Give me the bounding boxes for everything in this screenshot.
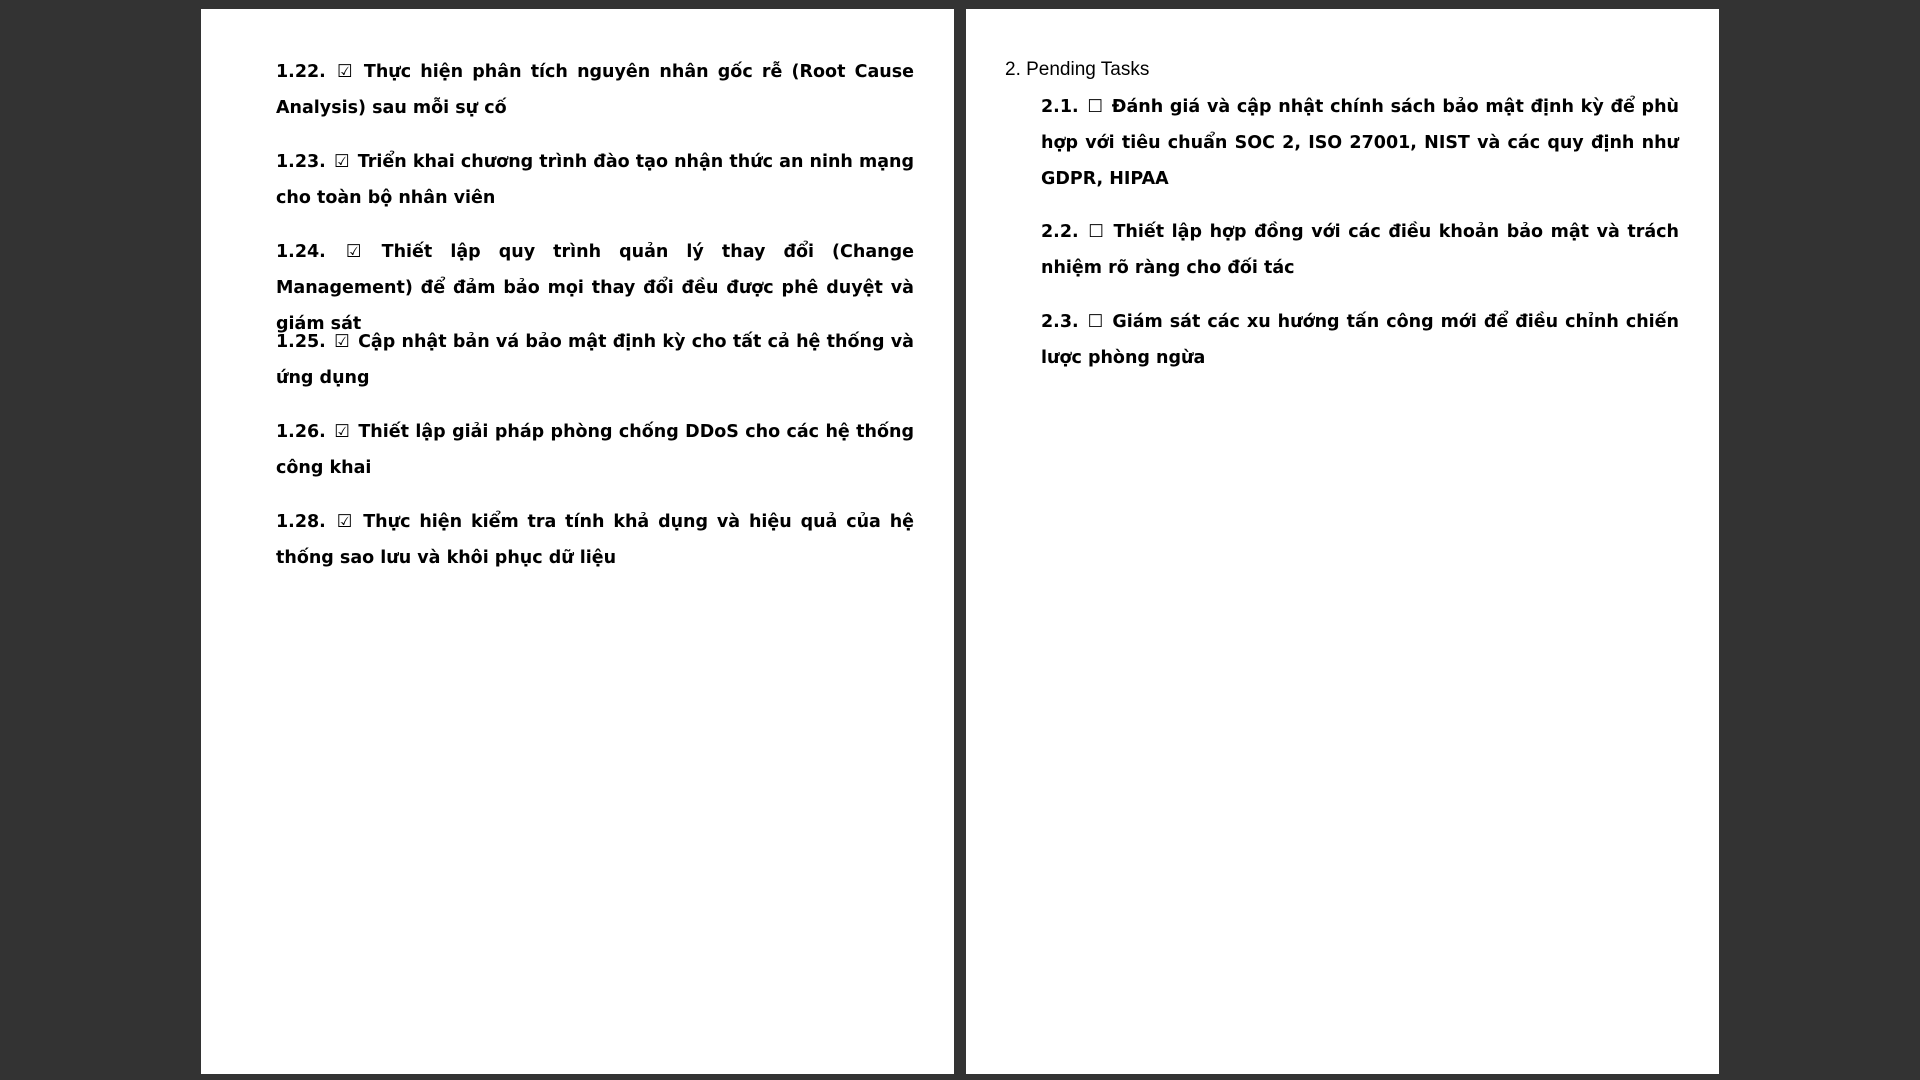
checked-box-icon: ☑ [334,422,350,442]
task-number: 1.22. [276,62,326,82]
section-heading: 2. Pending Tasks [1005,59,1150,80]
checked-box-icon: ☑ [337,62,353,82]
task-text: Cập nhật bản vá bảo mật định kỳ cho tất cả hệ thống và ứng dụng [276,332,914,388]
task-number: 2.3. [1041,312,1079,332]
unchecked-box-icon: ☐ [1087,97,1104,117]
task-text: Thực hiện kiểm tra tính khả dụng và hiệu quả của hệ thống sao lưu và khôi phục dữ liệu [276,512,915,568]
task-item [276,144,914,216]
document-page-left [201,9,954,1074]
task-text: Đánh giá và cập nhật chính sách bảo mật định kỳ để phù hợp với tiêu chuẩn SOC 2, ISO 27001, NIST và các quy định như GDPR, HIPAA [1041,97,1679,189]
task-number: 1.26. [276,422,326,442]
document-page-right [966,9,1719,1074]
task-text: Thiết lập quy trình quản lý thay đổi (Change Management) để đảm bảo mọi thay đổi đều được phê duyệt và giám sát [276,242,915,334]
task-text: Thiết lập giải pháp phòng chống DDoS cho các hệ thống công khai [276,422,915,478]
task-item [276,54,914,126]
task-number: 2.1. [1041,97,1079,117]
unchecked-box-icon: ☐ [1088,222,1104,242]
task-text: Thực hiện phân tích nguyên nhân gốc rễ (Root Cause Analysis) sau mỗi sự cố [276,62,915,118]
task-number: 2.2. [1041,222,1079,242]
task-item [1041,89,1679,197]
checked-box-icon: ☑ [333,152,350,172]
task-item [276,324,914,396]
checked-box-icon: ☑ [336,512,353,532]
task-item [1041,304,1679,376]
task-text: Giám sát các xu hướng tấn công mới để điều chỉnh chiến lược phòng ngừa [1041,312,1679,368]
checked-box-icon: ☑ [345,242,362,262]
task-item [1041,214,1679,286]
task-number: 1.23. [276,152,326,172]
task-item [276,414,914,486]
task-number: 1.25. [276,332,326,352]
unchecked-box-icon: ☐ [1087,312,1104,332]
checked-box-icon: ☑ [334,332,350,352]
task-item [276,504,914,576]
task-number: 1.24. [276,242,326,262]
task-text: Thiết lập hợp đồng với các điều khoản bảo mật và trách nhiệm rõ ràng cho đối tác [1041,222,1679,278]
task-text: Triển khai chương trình đào tạo nhận thức an ninh mạng cho toàn bộ nhân viên [276,152,915,208]
task-number: 1.28. [276,512,326,532]
